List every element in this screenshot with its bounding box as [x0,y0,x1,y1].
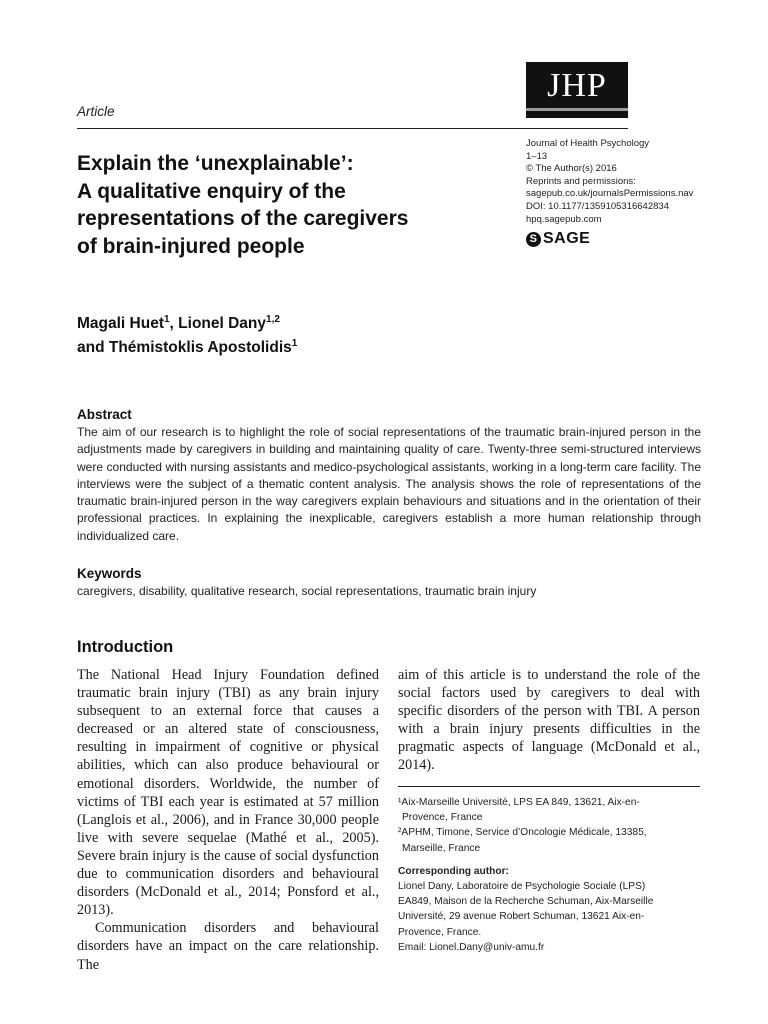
journal-logo-underline [526,108,628,111]
abstract-heading: Abstract [77,407,132,422]
page-range: 1–13 [526,150,548,162]
permissions-link[interactable]: sagepub.co.uk/journalsPermissions.nav [526,188,694,200]
doi[interactable]: DOI: 10.1177/1359105316642834 [526,200,669,212]
body-paragraph: Communication disorders and behavioural disorders have an impact on the care relationship. The [77,920,379,973]
article-type-label: Article [77,104,115,119]
author-conjunction: and [77,339,109,356]
corresponding-author-heading: Corresponding author: [398,865,509,877]
corresponding-author-line: Provence, France. [398,926,482,938]
footnote-line: Marseille, France [402,842,481,854]
affiliation-marker: 1 [163,314,170,325]
corresponding-author-line: Lionel Dany, Laboratoire de Psychologie Sociale (LPS) [398,881,646,893]
author-name[interactable]: Thémistoklis Apostolidis [108,339,292,356]
footnote-rule [398,786,700,787]
article-title [77,150,497,260]
journal-website-link[interactable]: hpq.sagepub.com [526,213,602,225]
journal-logo-text: JHP [547,67,607,104]
body-column-left [77,666,379,974]
body-paragraph: The National Head Injury Foundation defined traumatic brain injury (TBI) as any brain injury subsequent to an external force that causes a decreased or an altered state of consciousness, resulting in impairment of cognitive or physical abilities, which can also produce behavioural or emotional disorders. Worldwide, the number of victims of TBI each year is estimated at 57 million (Langlois et al., 2006), and in France 30,000 people live with severe sequelae (Mathé et al., 2005). Severe brain injury is the cause of social dysfunction due to communication disorders and behavioural disorders (McDonald et al., 2014; Ponsford et al., 2013). [77,667,379,919]
footnote-line: ²APHM, Timone, Service d’Oncologie Médicale, 13385, [398,827,647,839]
corresponding-author-line: EA849, Maison de la Recherche Schuman, Aix-Marseille [398,896,654,908]
body-column-right [398,666,700,775]
reprints-label: Reprints and permissions: [526,175,636,187]
keywords-heading: Keywords [77,566,142,581]
author-name[interactable]: Lionel Dany [178,315,267,332]
footnote-line: Provence, France [402,812,483,824]
title-line: Explain the ‘unexplainable’: [77,152,354,175]
title-line: representations of the caregivers [77,207,409,230]
affiliation-footnote [398,825,700,855]
affiliation-marker: 1,2 [266,314,280,325]
journal-name: Journal of Health Psychology [526,138,650,149]
keywords-text: caregivers, disability, qualitative research, social representations, traumatic brain injury [77,584,537,598]
header-rule [77,128,628,129]
author-name[interactable]: Magali Huet [77,315,164,332]
journal-info [526,138,766,226]
footnotes [398,795,700,955]
corresponding-author-line: Université, 29 avenue Robert Schuman, 13621 Aix-en- [398,911,645,923]
author-separator: , [169,315,179,332]
footnote-line: ¹Aix-Marseille Université, LPS EA 849, 13621, Aix-en- [398,797,640,808]
copyright: © The Author(s) 2016 [526,163,617,175]
affiliation-marker: 1 [291,338,298,349]
affiliation-footnote [398,795,700,825]
title-line: A qualitative enquiry of the [77,179,346,203]
author-list [77,312,497,360]
sage-logo [526,230,590,248]
body-paragraph: aim of this article is to understand the role of the social factors used by caregivers to deal with specific disorders of the person with TBI. A person with a brain injury presents difficulties in the pragmatic aspects of language (McDonald et al., 2014). [398,667,700,774]
abstract-text: The aim of our research is to highlight the role of social representations of the traumatic brain-injured person in the adjustments made by caregivers in building and maintaining quality of care. Twenty-three semi-structured interviews were conducted with nursing assistants and medico-psychological assistants, working in a long-term care facility. The interviews were the subject of a thematic content analysis. The analysis shows the role of representations of the traumatic brain-injured person in the way caregivers explain behaviours and situations and in the orientation of their professional practices. In explaining the inexplicable, caregivers establish a more human relationship through individualized care. [77,425,701,543]
sage-logo-text: SAGE [543,230,591,247]
sage-s-icon: S [526,232,541,247]
introduction-heading: Introduction [77,638,174,656]
title-line: of brain-injured people [77,234,305,258]
corresponding-author-email[interactable]: Email: Lionel.Dany@univ-amu.fr [398,941,545,953]
